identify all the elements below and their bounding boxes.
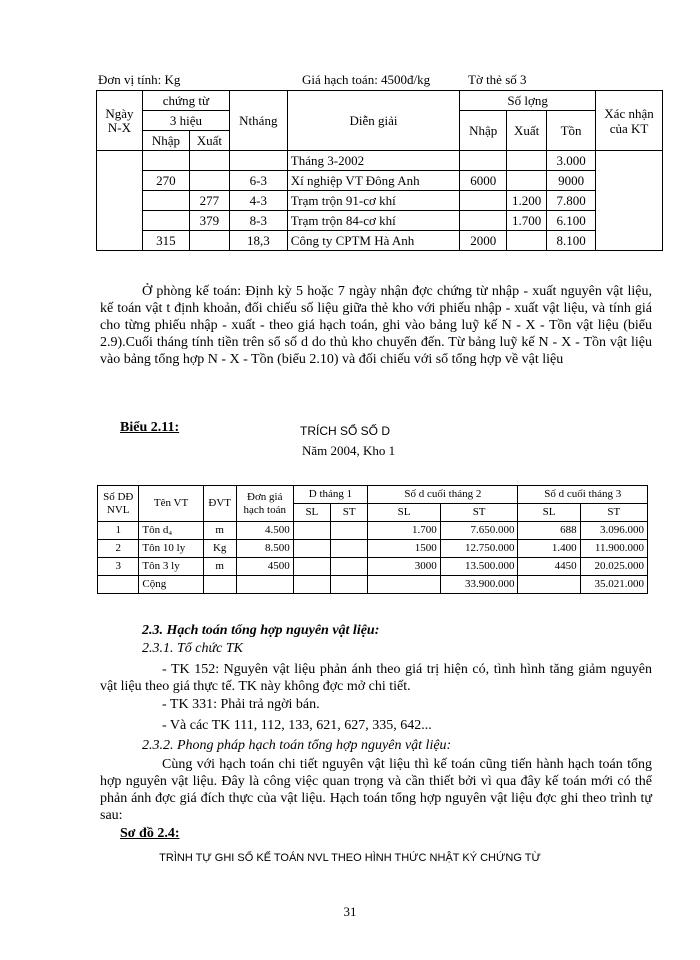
- cell-month: 6-3: [229, 171, 287, 191]
- cell-in: [142, 211, 189, 231]
- header-month3: Số d cuối tháng 3: [518, 486, 648, 504]
- page-number: 31: [343, 904, 357, 919]
- cell-sl2: 1.700: [368, 522, 441, 540]
- so-do-label: Sơ đồ 2.4:: [120, 826, 180, 841]
- section-heading-2-3-2: 2.3.2. Phong pháp hạch toán tổng hợp nguyên vật liệu:: [142, 738, 452, 753]
- cell-sl1: [293, 576, 330, 594]
- header-name: Tên VT: [139, 486, 203, 522]
- cell-in: [142, 151, 189, 171]
- header-qty-in: Nhập: [460, 111, 507, 151]
- cell-sl1: [293, 540, 330, 558]
- tk-331-text: - TK 331: Phải trả ngời bán.: [162, 697, 320, 712]
- cell-unit: Kg: [203, 540, 236, 558]
- cell-out: [189, 171, 229, 191]
- header-st: ST: [440, 504, 518, 522]
- cell-balance: 6.100: [547, 211, 596, 231]
- cell-unit: m: [203, 558, 236, 576]
- cell-qty-in: [460, 211, 507, 231]
- header-in: Nhập: [142, 131, 189, 151]
- cell-price: 8.500: [236, 540, 293, 558]
- cell-code: 1: [98, 522, 139, 540]
- cell-sl2: 3000: [368, 558, 441, 576]
- cell-st2: 12.750.000: [440, 540, 518, 558]
- confirm-cell: [596, 151, 663, 251]
- cell-qty-in: [460, 151, 507, 171]
- cell-in: 270: [142, 171, 189, 191]
- balance-table: [97, 485, 648, 594]
- cell-st2: 13.500.000: [440, 558, 518, 576]
- card-label: Tờ thẻ số 3: [468, 72, 527, 87]
- bieu-subtitle: Năm 2004, Kho 1: [302, 443, 396, 458]
- stock-card-table: [96, 90, 663, 251]
- cell-qty-in: 6000: [460, 171, 507, 191]
- cell-sl1: [293, 558, 330, 576]
- cell-sl3: 688: [518, 522, 580, 540]
- cell-st1: [331, 522, 368, 540]
- cell-code: 2: [98, 540, 139, 558]
- table-row: [98, 522, 648, 540]
- so-do-title: TRÌNH TỰ GHI SỔ KẾ TOÁN NVL THEO HÌNH THỨC NHẬT KÝ CHỨNG TỪ: [159, 852, 541, 864]
- cell-sl1: [293, 522, 330, 540]
- header-confirm: Xác nhận của KT: [596, 91, 663, 151]
- cell-month: 4-3: [229, 191, 287, 211]
- cell-qty-out: 1.200: [507, 191, 547, 211]
- table-row: [98, 576, 648, 594]
- cell-desc: Công ty CPTM Hà Anh: [287, 231, 459, 251]
- cell-month: [229, 151, 287, 171]
- table-row: [97, 171, 663, 191]
- cell-qty-out: [507, 151, 547, 171]
- cell-desc: Trạm trộn 84-cơ khí: [287, 211, 459, 231]
- table-row: [97, 231, 663, 251]
- cell-in: [142, 191, 189, 211]
- cell-out: 379: [189, 211, 229, 231]
- header-price: Đơn giá hạch toán: [236, 486, 293, 522]
- cell-balance: 8.100: [547, 231, 596, 251]
- cell-month: 18,3: [229, 231, 287, 251]
- header-sl: SL: [518, 504, 580, 522]
- date-cell: [97, 151, 143, 251]
- cell-name: Tôn 10 ly: [139, 540, 203, 558]
- unit-label: Đơn vị tính: Kg: [98, 72, 181, 87]
- cell-in: 315: [142, 231, 189, 251]
- cell-desc: Xí nghiệp VT Đông Anh: [287, 171, 459, 191]
- paragraph-accounting: Ở phòng kế toán: Định kỳ 5 hoặc 7 ngày nhận đợc chứng từ nhập - xuất nguyên vật liệu, kế toán vật t định khoản, đối chiếu số liệu giữa thẻ kho với phiếu nhập - xuất vật liệu, và tính giá cho từng phiếu nhập - xuất - theo giá hạch toán, ghi vào bảng luỹ kế N - X - Tồn vật liệu (biểu 2.9).Cuối tháng tính tiền trên sổ số d do thủ kho chuyển đến. Từ bảng luỹ kế N - X - Tồn vật liệu vào bảng tổng hợp N - X - Tồn (biểu 2.10) và đối chiếu với sổ tổng hợp về vật liệu: [100, 284, 652, 367]
- header-date: Ngày N-X: [97, 91, 143, 151]
- header-qty-balance: Tồn: [547, 111, 596, 151]
- cell-sl3: 1.400: [518, 540, 580, 558]
- header-month: Ntháng: [229, 91, 287, 151]
- cell-desc: Trạm trộn 91-cơ khí: [287, 191, 459, 211]
- cell-qty-in: [460, 191, 507, 211]
- cell-name: Cộng: [139, 576, 203, 594]
- cell-st3: 35.021.000: [580, 576, 647, 594]
- cell-st2: 33.900.000: [440, 576, 518, 594]
- section-heading-2-3-1: 2.3.1. Tổ chức TK: [142, 641, 243, 656]
- cell-code: [98, 576, 139, 594]
- header-qty-out: Xuất: [507, 111, 547, 151]
- cell-sl2: [368, 576, 441, 594]
- tk-others-text: - Và các TK 111, 112, 133, 621, 627, 335, 642...: [162, 718, 432, 733]
- cell-name: Tôn d₄: [139, 522, 203, 540]
- cell-name: Tôn 3 ly: [139, 558, 203, 576]
- cell-qty-in: 2000: [460, 231, 507, 251]
- table-row: [98, 558, 648, 576]
- header-month2: Số d cuối tháng 2: [368, 486, 518, 504]
- bieu-title: TRÍCH SỔ SỐ D: [300, 424, 391, 438]
- cell-unit: [203, 576, 236, 594]
- cell-month: 8-3: [229, 211, 287, 231]
- cell-qty-out: 1.700: [507, 211, 547, 231]
- cell-st3: 3.096.000: [580, 522, 647, 540]
- paragraph-general: Cùng với hạch toán chi tiết nguyên vật liệu thì kế toán cũng tiến hành hạch toán tổng hợp nguyên vật liệu. Đây là công việc quan trọng và cần thiết bởi vì qua đây kế toán mới có thể phản ánh đợc giá đích thực của vật liệu. Hạch toán tổng hợp nguyên vật liệu đợc ghi theo trình tự sau:: [100, 757, 652, 823]
- header-out: Xuất: [189, 131, 229, 151]
- cell-out: [189, 231, 229, 251]
- header-sl: SL: [368, 504, 441, 522]
- cell-balance: 3.000: [547, 151, 596, 171]
- header-code: Sổ DĐ NVL: [98, 486, 139, 522]
- cell-price: [236, 576, 293, 594]
- table-row: [97, 191, 663, 211]
- cell-unit: m: [203, 522, 236, 540]
- cell-out: 277: [189, 191, 229, 211]
- cell-balance: 7.800: [547, 191, 596, 211]
- cell-st2: 7.650.000: [440, 522, 518, 540]
- header-unit: ĐVT: [203, 486, 236, 522]
- cell-sl3: [518, 576, 580, 594]
- cell-code: 3: [98, 558, 139, 576]
- table-row: [98, 540, 648, 558]
- cell-st1: [331, 540, 368, 558]
- cell-out: [189, 151, 229, 171]
- cell-balance: 9000: [547, 171, 596, 191]
- table-row: [97, 151, 663, 171]
- header-st: ST: [331, 504, 368, 522]
- cell-st3: 11.900.000: [580, 540, 647, 558]
- header-number: 3 hiệu: [142, 111, 229, 131]
- header-sl: SL: [293, 504, 330, 522]
- cell-qty-out: [507, 231, 547, 251]
- header-vouchers: chứng từ: [142, 91, 229, 111]
- header-quantity: Số lợng: [460, 91, 596, 111]
- cell-desc: Tháng 3-2002: [287, 151, 459, 171]
- cell-st1: [331, 576, 368, 594]
- tk-152-text: - TK 152: Nguyên vật liệu phản ánh theo giá trị hiện có, tình hình tăng giảm nguyên vật liệu theo giá thực tế. TK này không đợc mở chi tiết.: [100, 662, 652, 694]
- header-description: Diễn giải: [287, 91, 459, 151]
- section-heading-2-3: 2.3. Hạch toán tổng hợp nguyên vật liệu:: [142, 623, 380, 638]
- header-month1: D tháng 1: [293, 486, 368, 504]
- table-row: [97, 211, 663, 231]
- price-label: Giá hạch toán: 4500đ/kg: [302, 72, 431, 87]
- cell-st1: [331, 558, 368, 576]
- cell-sl3: 4450: [518, 558, 580, 576]
- bieu-label: Biểu 2.11:: [120, 420, 180, 435]
- cell-price: 4500: [236, 558, 293, 576]
- cell-sl2: 1500: [368, 540, 441, 558]
- cell-st3: 20.025.000: [580, 558, 647, 576]
- cell-price: 4.500: [236, 522, 293, 540]
- cell-qty-out: [507, 171, 547, 191]
- header-st: ST: [580, 504, 647, 522]
